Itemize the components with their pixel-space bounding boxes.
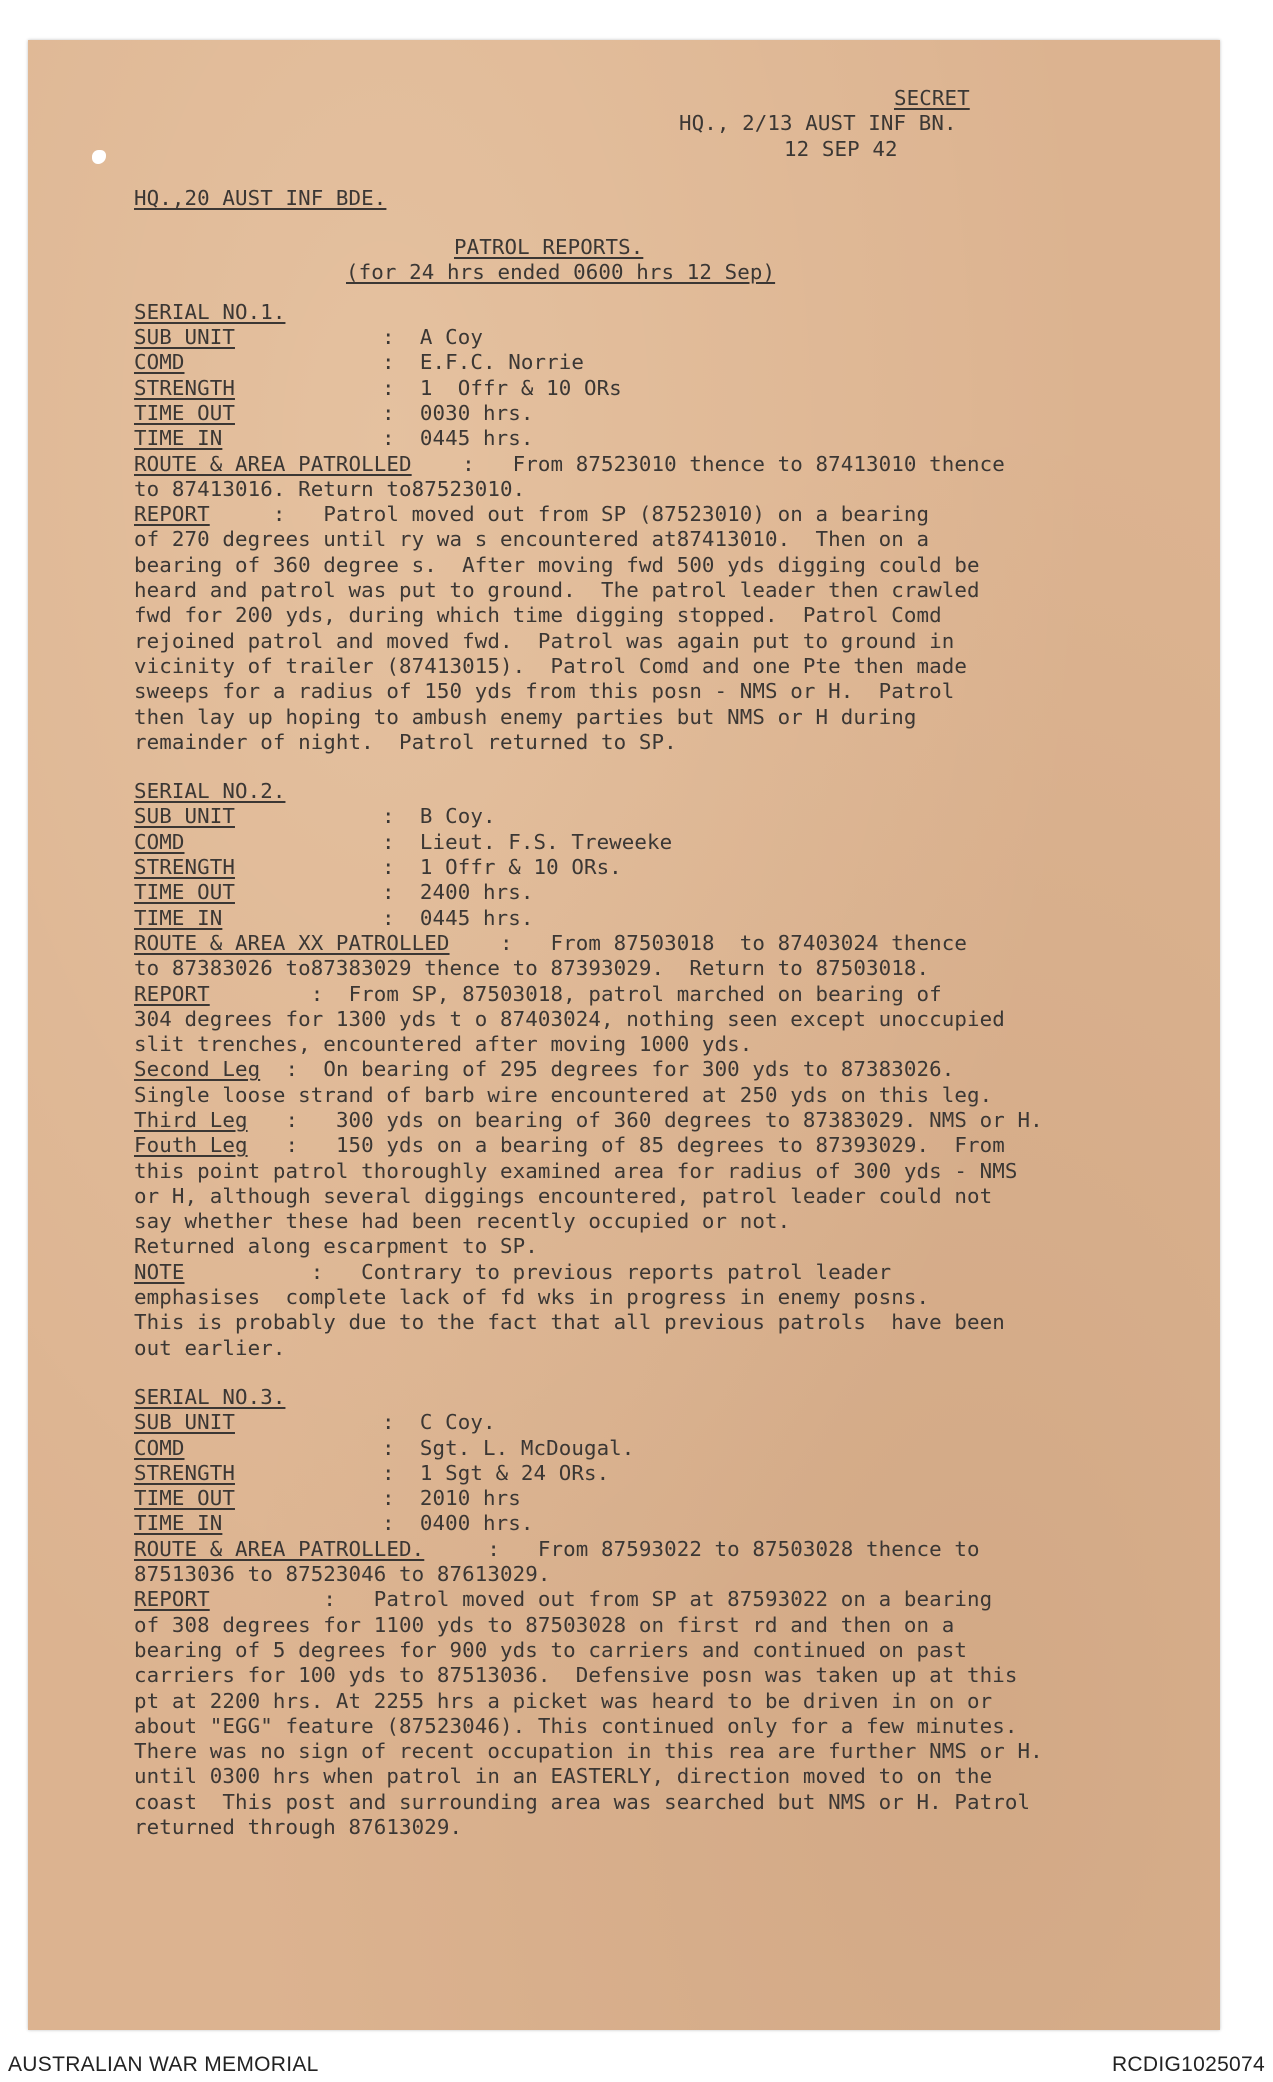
route-text: : From 87523010 thence to 87413010 thence: [411, 451, 1005, 476]
report-line: returned through 87613029.: [134, 1815, 463, 1839]
serial-1-section: [134, 300, 1194, 755]
route-text-line: 87513036 to 87523046 to 87613029.: [134, 1562, 551, 1587]
serial-3-section: [134, 1385, 1194, 1840]
field-label: REPORT: [134, 981, 210, 1006]
archive-credit: AUSTRALIAN WAR MEMORIAL: [8, 2053, 319, 2076]
leg-row: [134, 1057, 1194, 1082]
report-line: bearing of 5 degrees for 900 yds to carriers and continued on past: [134, 1637, 967, 1662]
report-line: until 0300 hrs when patrol in an EASTERLY, direction moved to on the: [134, 1764, 993, 1789]
report-line: say whether these had been recently occupied or not.: [134, 1209, 791, 1234]
field-value: 0445 hrs.: [419, 426, 534, 451]
field-label: TIME OUT: [134, 1486, 235, 1511]
field-label: STRENGTH: [134, 1460, 235, 1485]
report-line: 304 degrees for 1300 yds t o 87403024, nothing seen except unoccupied: [134, 1006, 1005, 1031]
route-row: [134, 931, 1194, 956]
field-value: Sgt. L. McDougal.: [419, 1435, 635, 1460]
route-text-line: to 87413016. Return to87523010.: [134, 476, 526, 501]
report-line: remainder of night. Patrol returned to SP.: [134, 729, 677, 754]
leg-row: [134, 1108, 1194, 1133]
field-row: TIME IN : 0445 hrs.: [134, 905, 534, 930]
report-line: There was no sign of recent occupation in this rea are further NMS or H.: [134, 1739, 1043, 1764]
field-row: COMD : Sgt. L. McDougal.: [134, 1435, 635, 1460]
field-label: TIME OUT: [134, 400, 235, 425]
report-line: Returned along escarpment to SP.: [134, 1234, 538, 1259]
leg-text: : 150 yds on a bearing of 85 degrees to 87393029. From: [247, 1133, 1005, 1158]
classification-label: SECRET: [894, 86, 970, 110]
route-text: : From 87503018 to 87403024 thence: [449, 930, 967, 955]
field-label: Second Leg: [134, 1057, 261, 1082]
field-row: SUB UNIT : B Coy.: [134, 804, 496, 829]
to-hq: HQ.,20 AUST INF BDE.: [134, 185, 387, 210]
report-line: heard and patrol was put to ground. The patrol leader then crawled: [134, 578, 980, 603]
field-label: Fouth Leg: [134, 1133, 248, 1158]
field-row: TIME IN : 0400 hrs.: [134, 1511, 534, 1536]
field-row: TIME IN : 0445 hrs.: [134, 426, 534, 451]
report-line: this point patrol thoroughly examined area for radius of 300 yds - NMS: [134, 1158, 1018, 1183]
field-row: TIME OUT : 2010 hrs: [134, 1486, 521, 1511]
field-row: SUB UNIT : A Coy: [134, 325, 483, 350]
field-value: 2010 hrs: [419, 1486, 521, 1511]
field-label: STRENGTH: [134, 375, 235, 400]
field-value: 1 Sgt & 24 ORs.: [419, 1460, 610, 1485]
report-line: coast This post and surrounding area was searched but NMS or H. Patrol: [134, 1789, 1031, 1814]
field-label: REPORT: [134, 1587, 210, 1612]
serial-2-section: [134, 779, 1194, 1361]
field-row: SUB UNIT : C Coy.: [134, 1410, 496, 1435]
field-label: STRENGTH: [134, 855, 235, 880]
field-label: TIME IN: [134, 426, 223, 451]
note-text: : Contrary to previous reports patrol leader: [184, 1259, 892, 1284]
note-line: emphasises complete lack of fd wks in progress in enemy posns.: [134, 1285, 930, 1310]
serial-heading: SERIAL NO.1.: [134, 299, 286, 324]
field-value: 0030 hrs.: [419, 400, 534, 425]
field-row: TIME OUT : 2400 hrs.: [134, 880, 534, 905]
report-line: carriers for 100 yds to 87513036. Defensive posn was taken up at this: [134, 1663, 1018, 1688]
leg-text: : 300 yds on bearing of 360 degrees to 87383029. NMS or H.: [247, 1107, 1043, 1132]
field-value: E.F.C. Norrie: [419, 350, 584, 375]
field-label: ROUTE & AREA XX PATROLLED: [134, 930, 450, 955]
field-row: COMD : Lieut. F.S. Treweeke: [134, 829, 673, 854]
field-row: COMD : E.F.C. Norrie: [134, 350, 584, 375]
report-row: [134, 982, 1194, 1007]
report-line: fwd for 200 yds, during which time digging stopped. Patrol Comd: [134, 603, 942, 628]
note-line: This is probably due to the fact that all previous patrols have been: [134, 1310, 1005, 1335]
report-line: bearing of 360 degree s. After moving fwd 500 yds digging could be: [134, 552, 980, 577]
field-value: 0400 hrs.: [419, 1511, 534, 1536]
leg-row: [134, 1133, 1194, 1158]
field-label: NOTE: [134, 1259, 185, 1284]
document-subtitle: (for 24 hrs ended 0600 hrs 12 Sep): [346, 260, 776, 285]
report-text: : Patrol moved out from SP (87523010) on a bearing: [209, 502, 930, 527]
field-value: 2400 hrs.: [419, 880, 534, 905]
report-line: of 270 degrees until ry wa s encountered at87413010. Then on a: [134, 527, 930, 552]
report-line: slit trenches, encountered after moving 1000 yds.: [134, 1032, 753, 1057]
report-line: of 308 degrees for 1100 yds to 87503028 on first rd and then on a: [134, 1612, 955, 1637]
report-line: then lay up hoping to ambush enemy parties but NMS or H during: [134, 704, 917, 729]
note-row: [134, 1260, 1194, 1285]
route-row: [134, 452, 1194, 477]
report-text: : From SP, 87503018, patrol marched on bearing of: [209, 981, 942, 1006]
field-value: C Coy.: [419, 1410, 496, 1435]
serial-heading: SERIAL NO.3.: [134, 1384, 286, 1409]
field-value: 1 Offr & 10 ORs: [419, 375, 622, 400]
field-label: ROUTE & AREA PATROLLED: [134, 451, 412, 476]
report-line: vicinity of trailer (87413015). Patrol Comd and one Pte then made: [134, 653, 967, 678]
note-line: out earlier.: [134, 1335, 286, 1360]
archive-id: RCDIG1025074: [1111, 2053, 1265, 2076]
field-value: A Coy: [419, 325, 483, 350]
report-line: about "EGG" feature (87523046). This continued only for a few minutes.: [134, 1713, 1018, 1738]
field-label: SUB UNIT: [134, 1410, 235, 1435]
field-label: ROUTE & AREA PATROLLED.: [134, 1536, 425, 1561]
field-value: 0445 hrs.: [419, 905, 534, 930]
field-row: TIME OUT : 0030 hrs.: [134, 400, 534, 425]
document-title: PATROL REPORTS.: [454, 235, 644, 260]
report-line: pt at 2200 hrs. At 2255 hrs a picket was heard to be driven in on or: [134, 1688, 993, 1713]
leg-text: : On bearing of 295 degrees for 300 yds to 87383026.: [260, 1057, 955, 1082]
field-value: B Coy.: [419, 804, 496, 829]
field-label: SUB UNIT: [134, 325, 235, 350]
field-label: COMD: [134, 1435, 185, 1460]
field-row: STRENGTH : 1 Offr & 10 ORs: [134, 375, 622, 400]
field-row: STRENGTH : 1 Offr & 10 ORs.: [134, 855, 622, 880]
field-row: STRENGTH : 1 Sgt & 24 ORs.: [134, 1460, 610, 1485]
report-line: or H, although several diggings encountered, patrol leader could not: [134, 1183, 993, 1208]
serial-heading: SERIAL NO.2.: [134, 779, 286, 804]
report-line: Single loose strand of barb wire encountered at 250 yds on this leg.: [134, 1082, 993, 1107]
field-value: 1 Offr & 10 ORs.: [419, 855, 622, 880]
route-row: [134, 1537, 1194, 1562]
from-hq: HQ., 2/13 AUST INF BN.: [679, 111, 957, 136]
field-value: Lieut. F.S. Treweeke: [419, 829, 673, 854]
field-label: COMD: [134, 829, 185, 854]
report-text: : Patrol moved out from SP at 87593022 on a bearing: [209, 1587, 993, 1612]
field-label: TIME IN: [134, 905, 223, 930]
report-date: 12 SEP 42: [784, 136, 898, 161]
route-text-line: to 87383026 to87383029 thence to 87393029. Return to 87503018.: [134, 956, 930, 981]
field-label: TIME OUT: [134, 880, 235, 905]
field-label: SUB UNIT: [134, 804, 235, 829]
field-label: REPORT: [134, 502, 210, 527]
field-label: TIME IN: [134, 1511, 223, 1536]
report-row: [134, 502, 1194, 527]
report-line: rejoined patrol and moved fwd. Patrol was again put to ground in: [134, 628, 955, 653]
report-line: sweeps for a radius of 150 yds from this posn - NMS or H. Patrol: [134, 679, 955, 704]
report-row: [134, 1587, 1194, 1612]
route-text: : From 87593022 to 87503028 thence to: [424, 1536, 980, 1561]
field-label: Third Leg: [134, 1107, 248, 1132]
field-label: COMD: [134, 350, 185, 375]
patrol-report-document: [134, 86, 1194, 1840]
